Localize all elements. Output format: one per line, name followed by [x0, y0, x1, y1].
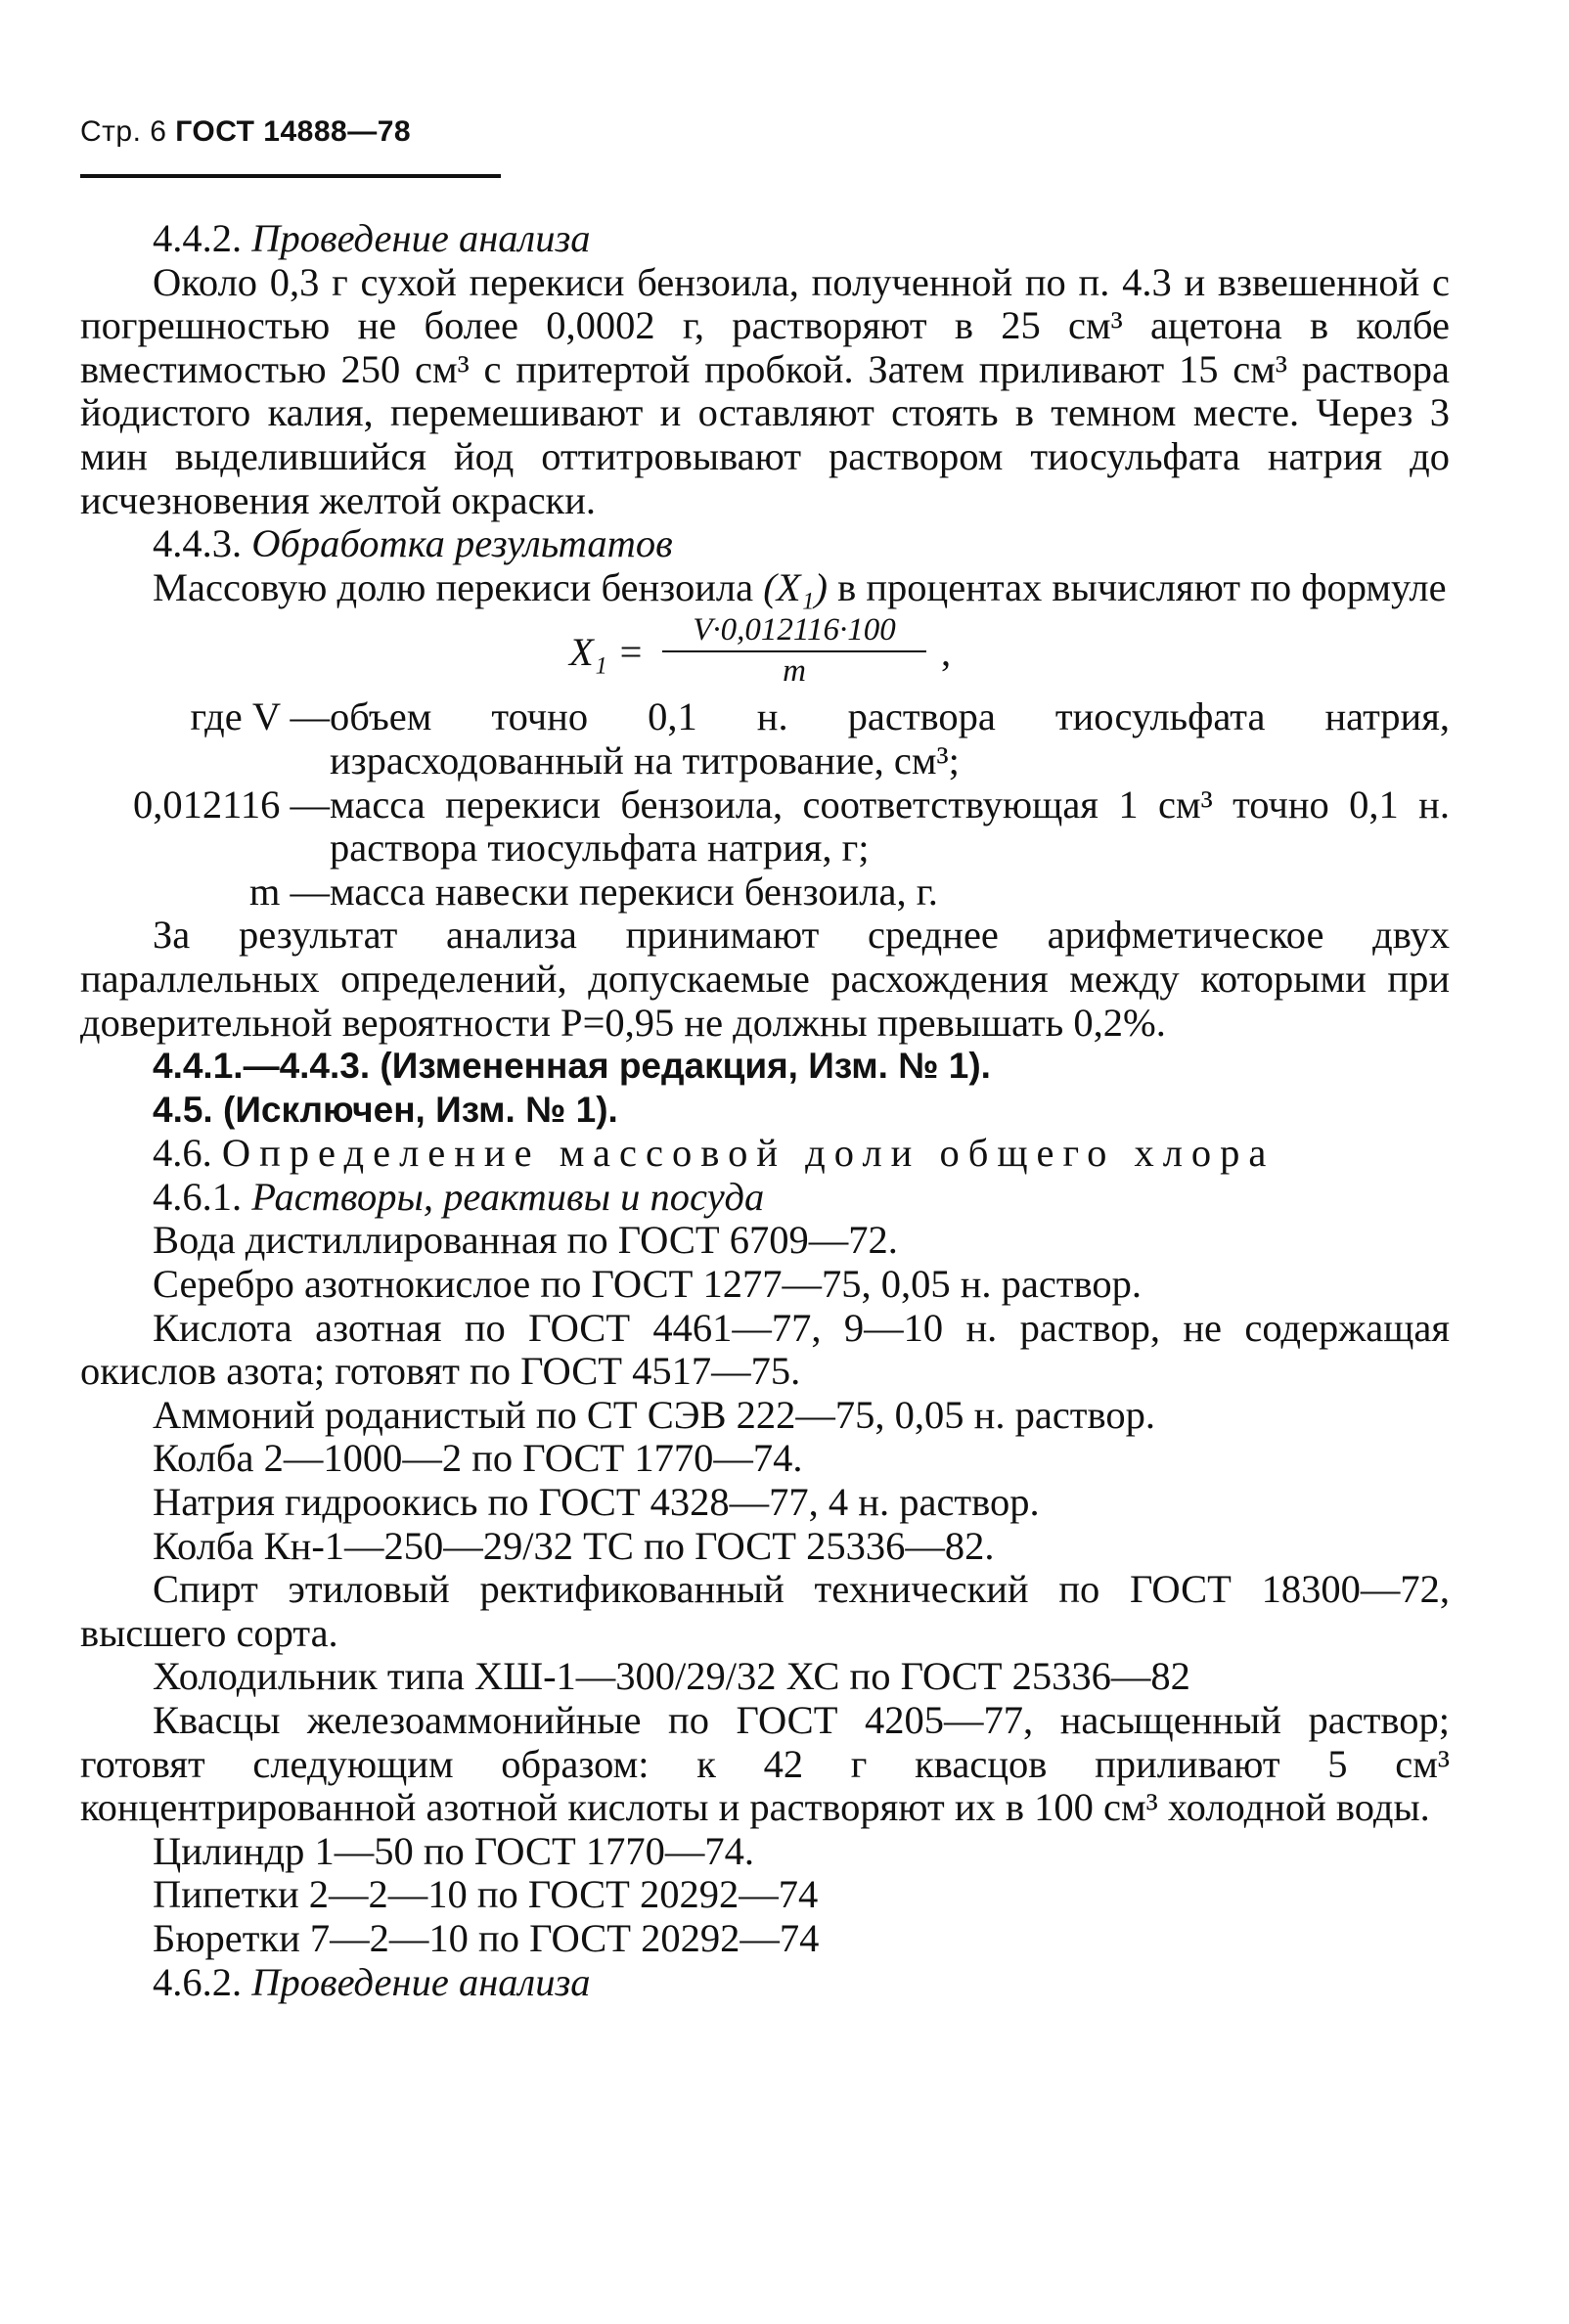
paragraph-calculation: Массовую долю перекиси бензоила (X₁) в процентах вычисляют по формуле	[153, 564, 1447, 609]
list-item: Бюретки 7—2—10 по ГОСТ 20292—74	[153, 1915, 820, 1960]
list-item: Колба Кн-1—250—29/32 ТС по ГОСТ 25336—82.	[153, 1523, 995, 1568]
formula-definitions	[80, 695, 1450, 914]
definition-term: m —	[248, 869, 330, 914]
page-header	[80, 115, 411, 149]
definition-term: 0,012116 —	[133, 782, 330, 827]
formula-lhs: X₁ =	[569, 630, 645, 675]
list-item: Аммоний роданистый по СТ СЭВ 222—75, 0,05 н. раствор.	[153, 1392, 1155, 1437]
formula-denominator: m	[783, 653, 806, 690]
standard-code: ГОСТ 14888—78	[175, 115, 412, 148]
list-item: Вода дистиллированная по ГОСТ 6709—72.	[153, 1218, 898, 1263]
list-item: Цилиндр 1—50 по ГОСТ 1770—74.	[153, 1828, 755, 1873]
formula-numerator: V·0,012116·100	[662, 611, 926, 652]
paragraph-analysis-procedure: Около 0,3 г сухой перекиси бензоила, полученной по п. 4.3 и взвешенной с погрешностью не более 0,0002 г, растворяют в 25 см³ ацетона в колбе вместимостью 250 см³ с притертой пробкой. Затем приливают 15 см³ раствора йодистого калия, перемешивают и оставляют стоять в темном месте. Через 3 мин выделившийся йод оттитровывают раствором тиосульфата натрия до исчезновения желтой окраски.	[80, 259, 1450, 522]
section-4-6-1-heading: 4.6.1. Растворы, реактивы и посуда	[153, 1174, 765, 1219]
definition-text: масса перекиси бензоила, соответствующая 1 см³ точно 0,1 н. раствора тиосульфата натрия, г;	[330, 782, 1450, 871]
amendment-note: 4.4.1.—4.4.3. (Измененная редакция, Изм. № 1).	[153, 1046, 991, 1087]
formula	[80, 609, 1450, 695]
list-item: Серебро азотнокислое по ГОСТ 1277—75, 0,05 н. раствор.	[153, 1262, 1143, 1307]
list-item: Натрия гидроокись по ГОСТ 4328—77, 4 н. раствор.	[153, 1480, 1040, 1525]
header-rule	[80, 174, 501, 178]
section-4-4-3-heading: 4.4.3. Обработка результатов	[153, 521, 673, 566]
definition-text: масса навески перекиси бензоила, г.	[330, 869, 938, 914]
list-item: Квасцы железоаммонийные по ГОСТ 4205—77, насыщенный раствор; готовят следующим образом: к 42 г квасцов приливают 5 см³ концентрированной азотной кислоты и растворяют их в 100 см³ холодной воды.	[80, 1698, 1450, 1830]
excluded-note: 4.5. (Исключен, Изм. № 1).	[153, 1089, 618, 1130]
definition-term: где V —	[190, 694, 330, 739]
formula-fraction	[662, 611, 926, 690]
page-number: Стр. 6	[80, 115, 176, 148]
definition-text: объем точно 0,1 н. раствора тиосульфата натрия, израсходованный на титрование, см³;	[330, 694, 1450, 782]
list-item: Пипетки 2—2—10 по ГОСТ 20292—74	[153, 1872, 819, 1917]
section-4-6-heading: 4.6. Определение массовой доли общего хлора	[153, 1131, 1276, 1176]
list-item: Спирт этиловый ректификованный технический по ГОСТ 18300—72, высшего сорта.	[80, 1567, 1450, 1655]
formula-comma: ,	[941, 630, 952, 675]
section-4-6-2-heading: 4.6.2. Проведение анализа	[153, 1959, 591, 2004]
list-item: Кислота азотная по ГОСТ 4461—77, 9—10 н. раствор, не содержащая окислов азота; готовят по ГОСТ 4517—75.	[80, 1305, 1450, 1394]
list-item: Холодильник типа ХШ-1—300/29/32 ХС по ГОСТ 25336—82	[153, 1654, 1190, 1699]
document-body	[80, 217, 1450, 2004]
list-item: Колба 2—1000—2 по ГОСТ 1770—74.	[153, 1436, 803, 1481]
section-4-4-2-heading: 4.4.2. Проведение анализа	[153, 216, 591, 260]
paragraph-result: За результат анализа принимают среднее арифметическое двух параллельных определений, допускаемые расхождения между которыми при доверительной вероятности P=0,95 не должны превышать 0,2%.	[80, 913, 1450, 1045]
